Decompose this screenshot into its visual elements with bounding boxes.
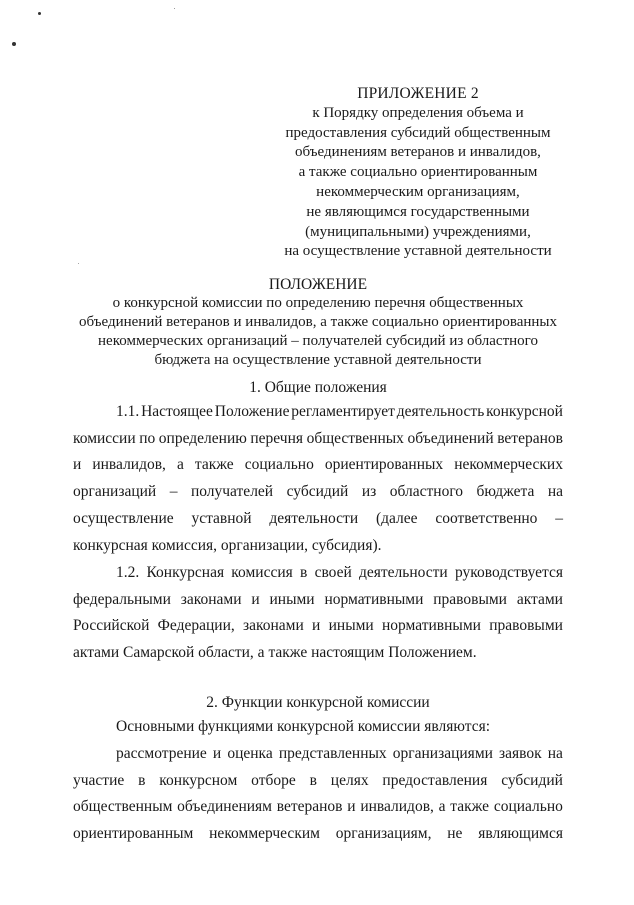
word: в: [309, 771, 317, 789]
word: нормативными: [324, 590, 424, 608]
word: комиссия: [231, 564, 293, 581]
paragraph-line: [73, 506, 563, 533]
scan-speck: [174, 8, 175, 9]
word: Положение: [214, 403, 290, 420]
word: законами: [243, 617, 304, 635]
word: ветеранов: [497, 429, 563, 447]
paragraph-line: [73, 587, 563, 614]
word: инвалидов,: [92, 456, 166, 474]
word: регламентирует: [291, 403, 395, 420]
appendix-line: а также социально ориентированным: [298, 164, 538, 181]
paragraph-line: [73, 768, 563, 795]
word: объединений: [407, 429, 494, 447]
word: –: [169, 483, 178, 501]
word: объединениям: [177, 798, 272, 816]
word: являющимся: [478, 825, 563, 843]
paragraph-2-1: [73, 741, 563, 848]
appendix-line: предоставления субсидий общественным: [285, 124, 551, 141]
word: Настоящее: [141, 403, 213, 420]
word: правовыми: [433, 590, 507, 608]
word: и: [312, 617, 321, 635]
word: в: [300, 564, 308, 581]
section-1-title: 1. Общие положения: [249, 379, 387, 396]
word: и: [212, 745, 222, 762]
word: актами: [516, 590, 563, 608]
scan-speck: [78, 263, 79, 264]
word: также: [450, 798, 490, 816]
appendix-line: не являющимся государственными: [306, 203, 530, 220]
word: иными: [269, 590, 315, 608]
word: субсидий: [501, 771, 563, 789]
word: и: [347, 798, 356, 816]
word: инвалидов,: [360, 798, 434, 816]
regulation-subtitle-line: некоммерческих организаций – получателей субсидий из областного: [98, 333, 538, 349]
word: представленных: [278, 745, 387, 762]
word: 1.1.: [116, 403, 140, 420]
paragraph-line: [73, 426, 563, 453]
word: по: [139, 429, 156, 447]
appendix-block: [270, 84, 566, 262]
word: и: [251, 590, 260, 608]
word: из: [361, 483, 377, 501]
word: получателей: [190, 483, 274, 501]
word: заявок: [499, 745, 542, 762]
word: осуществление: [73, 509, 174, 527]
word: социально: [493, 798, 563, 816]
regulation-subtitle-line: объединений ветеранов и инвалидов, а также социально ориентированных: [78, 314, 557, 330]
appendix-line: некоммерческим организациям,: [316, 183, 520, 200]
word: организаций: [73, 483, 157, 501]
word: не: [447, 825, 463, 843]
paragraph-1-1: [73, 399, 563, 559]
word: деятельности: [359, 564, 448, 581]
section-2-intro: [73, 714, 563, 741]
word: деятельности: [269, 509, 359, 527]
word: иными: [328, 617, 374, 635]
word: конкурсной: [486, 403, 563, 420]
paragraph-line: [73, 821, 563, 848]
word: конкурсном: [159, 771, 238, 789]
paragraph-line: Основными функциями конкурсной комиссии являются:: [116, 718, 491, 735]
regulation-title: ПОЛОЖЕНИЕ: [268, 276, 368, 293]
word: социально: [244, 456, 314, 474]
word: руководствуется: [454, 564, 563, 581]
word: также: [194, 456, 234, 474]
word: Федерации,: [157, 617, 235, 635]
paragraph-line: конкурсная комиссия, организации, субсидия).: [73, 536, 382, 554]
word: федеральными: [73, 590, 171, 608]
word: некоммерческих: [454, 456, 563, 474]
word: организациям,: [335, 825, 432, 843]
word: ориентированным: [73, 825, 194, 843]
word: участие: [73, 771, 125, 789]
word: –: [555, 509, 563, 527]
regulation-subtitle: [60, 294, 576, 370]
paragraph-line: [73, 741, 563, 768]
word: и: [73, 456, 82, 474]
word: ориентированных: [324, 456, 444, 474]
word: Конкурсная: [146, 564, 225, 581]
word: Российской: [73, 617, 150, 635]
word: уставной: [191, 509, 252, 527]
word: на: [547, 745, 563, 762]
scan-speck: [38, 12, 41, 15]
word: нормативными: [381, 617, 481, 635]
paragraph-line: [73, 452, 563, 479]
word: законами: [180, 590, 242, 608]
paragraph-line: [73, 479, 563, 506]
word: определению: [158, 429, 247, 447]
word: общественных: [306, 429, 404, 447]
word: субсидий: [286, 483, 349, 501]
word: оценка: [227, 745, 273, 762]
word: областного: [389, 483, 464, 501]
paragraph-line: [73, 794, 563, 821]
paragraph-1-2: [73, 560, 563, 667]
section-2-title: 2. Функции конкурсной комиссии: [206, 694, 430, 711]
word: общественным: [73, 798, 173, 816]
word: а: [176, 456, 184, 474]
word: некоммерческим: [209, 825, 320, 843]
paragraph-line: [73, 613, 563, 640]
word: ветеранов: [276, 798, 343, 816]
word: предоставления: [382, 771, 488, 789]
appendix-line: на осуществление уставной деятельности: [284, 243, 552, 260]
word: соответственно: [435, 509, 538, 527]
word: рассмотрение: [116, 745, 207, 762]
word: комиссии: [73, 429, 136, 447]
appendix-heading: ПРИЛОЖЕНИЕ 2: [357, 85, 479, 102]
word: целях: [330, 771, 369, 789]
paragraph-line: [73, 560, 563, 587]
paragraph-line: актами Самарской области, а также настоящим Положением.: [73, 644, 477, 662]
word: деятельность: [396, 403, 485, 420]
paragraph-line: [73, 399, 563, 426]
word: а: [438, 798, 446, 816]
word: бюджета: [476, 483, 535, 501]
word: отборе: [251, 771, 296, 789]
word: правовыми: [489, 617, 563, 635]
regulation-subtitle-line: бюджета на осуществление уставной деятельности: [154, 352, 482, 368]
word: на: [547, 483, 563, 501]
appendix-line: объединениям ветеранов и инвалидов,: [295, 144, 541, 161]
scan-speck: [12, 42, 16, 46]
word: 1.2.: [116, 564, 140, 581]
appendix-line: к Порядку определения объема и: [312, 104, 524, 121]
appendix-line: (муниципальными) учреждениями,: [305, 223, 531, 240]
word: своей: [314, 564, 352, 581]
regulation-subtitle-line: о конкурсной комиссии по определению перечня общественных: [112, 295, 524, 311]
word: в: [138, 771, 146, 789]
word: перечня: [250, 429, 304, 447]
word: (далее: [375, 509, 418, 527]
word: организациями: [392, 745, 493, 762]
